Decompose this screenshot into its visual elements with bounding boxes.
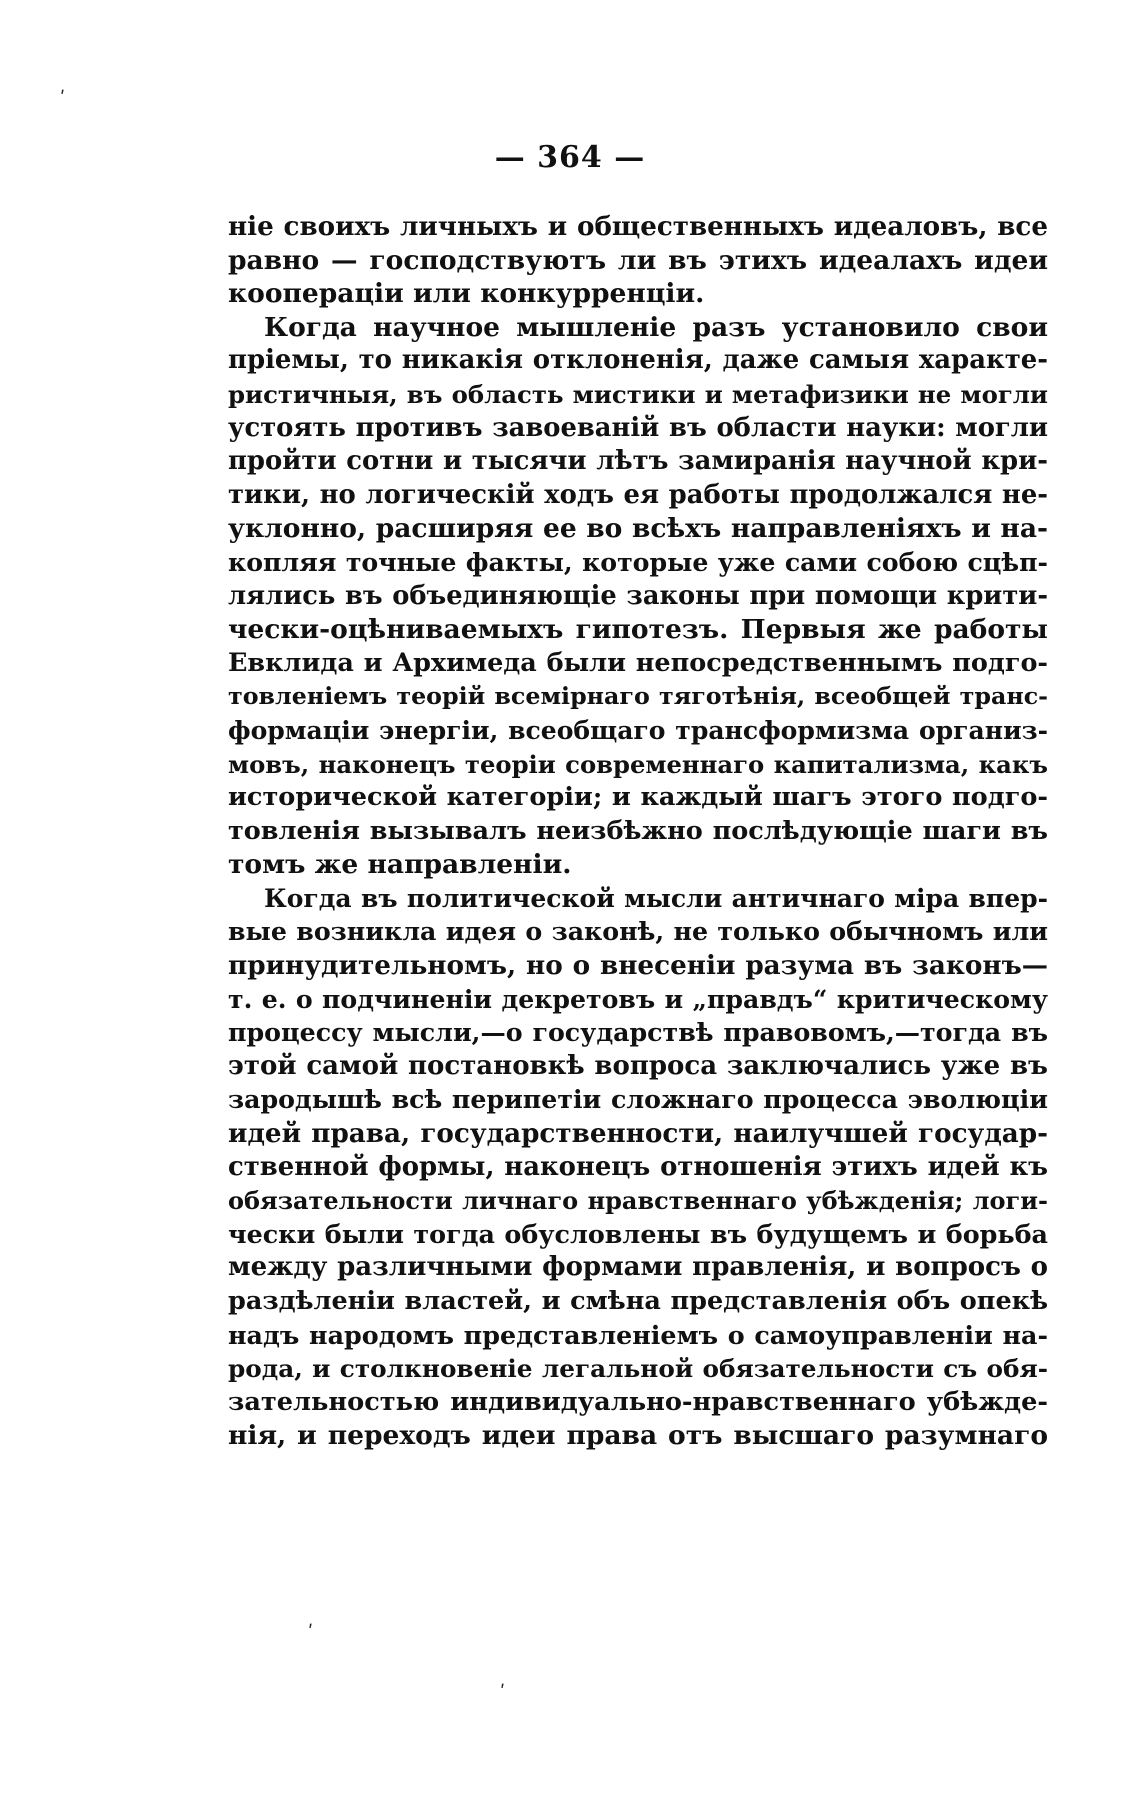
- page-number: — 364 —: [494, 140, 646, 175]
- text-line: чески были тогда обусловлены въ будущемъ и борьба: [228, 1218, 1048, 1249]
- text-line: мовъ, наконецъ теорiи современнаго капитализма, какъ: [228, 749, 1048, 779]
- ink-speck: ʹ: [60, 88, 66, 109]
- body-text: [228, 210, 1048, 1453]
- text-line: тики, но логическій ходъ ея работы продолжался не-: [228, 479, 1048, 510]
- text-line: зательностью индивидуально-нравственнаго убѣжде-: [228, 1386, 1048, 1417]
- text-line: раздѣленiи властей, и смѣна представленія объ опекѣ: [228, 1286, 1048, 1316]
- text-line: идей права, государственности, наилучшей государ-: [228, 1118, 1048, 1150]
- text-line: зародышѣ всѣ перипетiи сложнаго процесса эволюцiи: [228, 1084, 1048, 1115]
- text-line: устоять противъ завоеваній въ области науки: могли: [228, 412, 1048, 443]
- text-line: исторической категорiи; и каждый шагъ этого подго-: [228, 782, 1048, 813]
- text-line: принудительномъ, но о внесенiи разума въ законъ—: [228, 950, 1048, 982]
- text-line: товленія вызывалъ неизбѣжно послѣдующіе шаги въ: [228, 815, 1048, 846]
- text-line: уклонно, расширяя ее во всѣхъ направленіяхъ и на-: [228, 513, 1048, 545]
- text-line: пріемы, то никакія отклоненія, даже самыя характе-: [228, 345, 1048, 376]
- text-line: Когда въ политической мысли античнаго міра впер-: [264, 883, 1048, 913]
- text-line: товленіемъ теорій всемірнаго тяготѣнія, всеобщей транс-: [228, 682, 1048, 711]
- ink-speck: ʹ: [500, 1682, 506, 1703]
- text-line: чески-оцѣниваемыхъ гипотезъ. Первыя же работы: [228, 614, 1048, 646]
- text-line: обязательности личнаго нравственнаго убѣжденія; логи-: [228, 1186, 1048, 1216]
- text-line: между различными формами правленія, и вопросъ о: [228, 1252, 1048, 1283]
- text-line: копляя точные факты, которые уже сами собою сцѣп-: [228, 546, 1048, 577]
- text-line: ственной формы, наконецъ отношенія этихъ идей къ: [228, 1151, 1048, 1182]
- text-line: вые возникла идея о законѣ, не только обычномъ или: [228, 916, 1048, 947]
- text-line: рода, и столкновеніе легальной обязательности съ обя-: [228, 1354, 1048, 1384]
- text-line: надъ народомъ представленіемъ о самоуправленiи на-: [228, 1319, 1048, 1350]
- text-line: Когда научное мышленіе разъ установило свои: [264, 311, 1048, 343]
- text-line: нія, и переходъ идеи права отъ высшаго разумнаго: [228, 1420, 1048, 1452]
- ink-speck: ʹ: [308, 1622, 314, 1643]
- text-line: пройти сотни и тысячи лѣтъ замиранія научной кри-: [228, 446, 1048, 477]
- text-line: Евклида и Архимеда были непосредственнымъ подго-: [228, 647, 1048, 678]
- text-line: равно — господствуютъ ли въ этихъ идеалахъ идеи: [228, 244, 1048, 276]
- text-line: кооперацiи или конкурренцiи.: [228, 278, 705, 310]
- text-line: ніе своихъ личныхъ и общественныхъ идеаловъ, все: [228, 211, 1048, 242]
- text-line: формацiи энергiи, всеобщаго трансформизма организ-: [228, 714, 1048, 745]
- text-line: этой самой постановкѣ вопроса заключались уже въ: [228, 1050, 1048, 1081]
- text-line: т. е. о подчиненiи декретовъ и „правдъ“ критическому: [228, 983, 1048, 1014]
- text-line: ристичныя, въ область мистики и метафизики не могли: [228, 379, 1048, 409]
- text-line: лялись въ объединяющіе законы при помощи крити-: [228, 580, 1048, 611]
- text-line: томъ же направленiи.: [228, 849, 572, 881]
- text-line: процессу мысли,—о государствѣ правовомъ,—тогда въ: [228, 1017, 1048, 1048]
